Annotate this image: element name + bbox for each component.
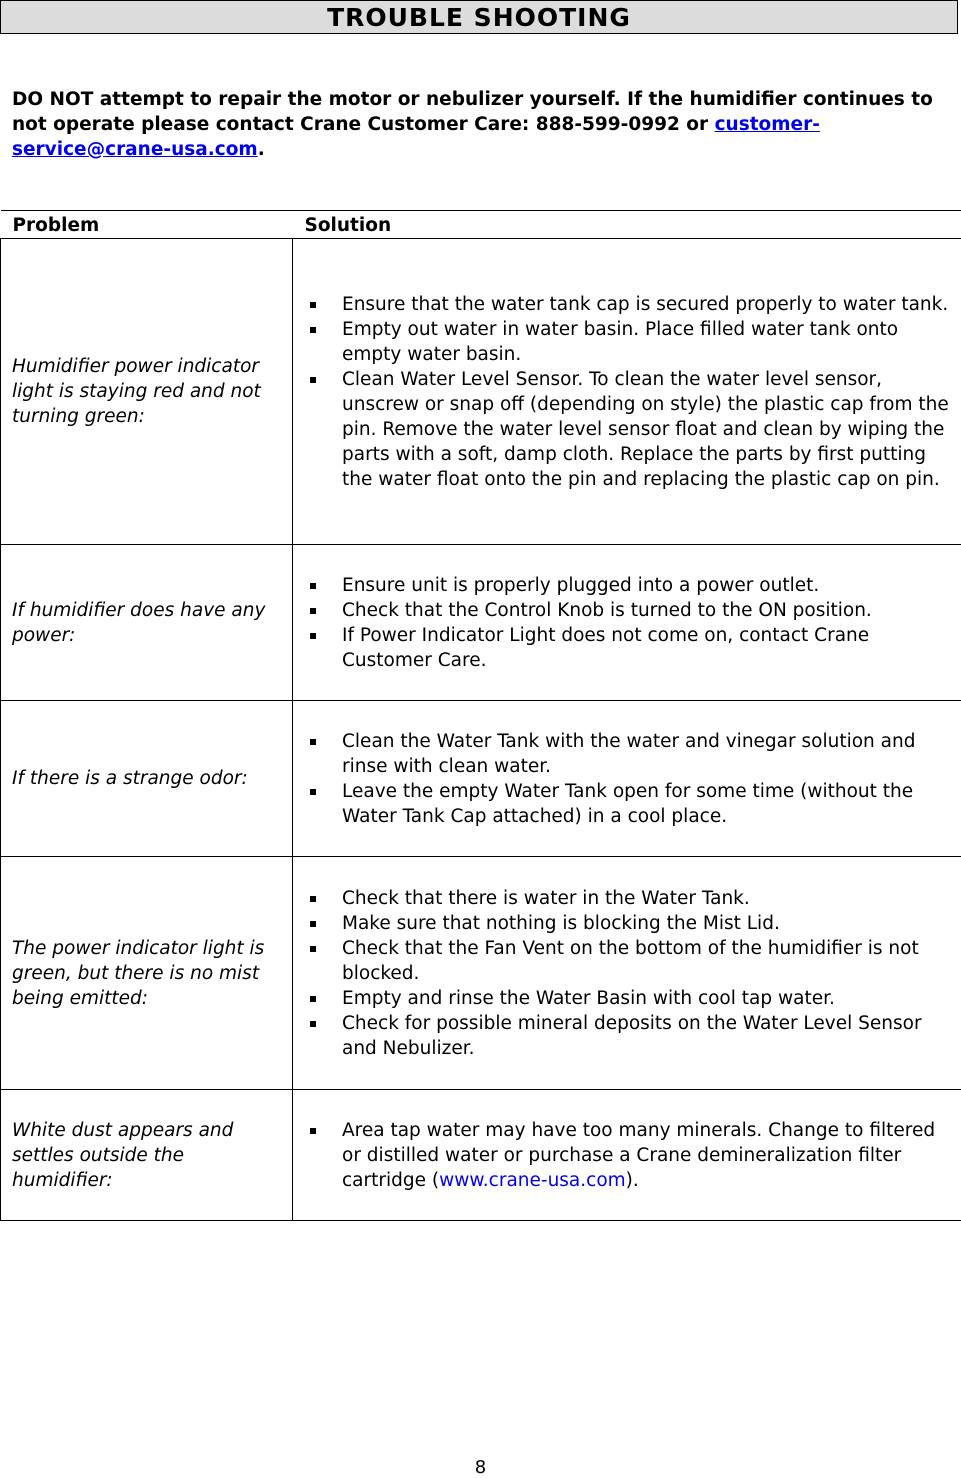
solution-cell (293, 701, 961, 857)
warning-notice (12, 87, 947, 162)
problem-cell: If humidifier does have any power: (1, 545, 293, 701)
solution-list (305, 1118, 953, 1193)
list-item: Check that there is water in the Water Tank. (305, 886, 953, 911)
list-item (305, 1118, 953, 1193)
table-header-row (1, 211, 961, 239)
problem-cell: Humidifier power indicator light is staying red and not turning green: (1, 239, 293, 545)
list-item: Check that the Fan Vent on the bottom of the humidifier is not blocked. (305, 936, 953, 986)
solution-cell (293, 1090, 961, 1221)
solution-text: Area tap water may have too many minerals. Change to filtered or distilled water or purchase a Crane demineralization filter cartridge ( (342, 1120, 935, 1191)
solution-cell (293, 239, 961, 545)
solution-cell (293, 545, 961, 701)
problem-cell: If there is a strange odor: (1, 701, 293, 857)
warning-end: . (258, 139, 265, 160)
list-item: If Power Indicator Light does not come on, contact Crane Customer Care. (305, 623, 953, 673)
page-number: 8 (0, 1458, 961, 1478)
solution-cell (293, 857, 961, 1090)
solution-list (305, 292, 953, 492)
solution-list (305, 573, 953, 673)
solution-list (305, 729, 953, 829)
problem-cell: White dust appears and settles outside the humidifier: (1, 1090, 293, 1221)
list-item: Leave the empty Water Tank open for some time (without the Water Tank Cap attached) in a cool place. (305, 779, 953, 829)
problem-cell: The power indicator light is green, but there is no mist being emitted: (1, 857, 293, 1090)
table-row (1, 857, 961, 1090)
table-row (1, 701, 961, 857)
list-item: Check for possible mineral deposits on the Water Level Sensor and Nebulizer. (305, 1011, 953, 1061)
solution-text-end: ). (626, 1170, 639, 1191)
page-title: TROUBLE SHOOTING (0, 0, 958, 34)
list-item: Clean the Water Tank with the water and vinegar solution and rinse with clean water. (305, 729, 953, 779)
list-item: Empty and rinse the Water Basin with cool tap water. (305, 986, 953, 1011)
troubleshooting-table (0, 210, 961, 1221)
solution-list (305, 886, 953, 1061)
solution-header: Solution (293, 211, 961, 239)
table-row (1, 545, 961, 701)
list-item: Ensure that the water tank cap is secured properly to water tank. (305, 292, 953, 317)
list-item: Clean Water Level Sensor. To clean the water level sensor, unscrew or snap off (depending on style) the plastic cap from the pin. Remove the water level sensor float and clean by wiping the parts with a soft, damp cloth. Replace the parts by first putting the water float onto the pin and replacing the plastic cap on pin. (305, 367, 953, 492)
list-item: Make sure that nothing is blocking the Mist Lid. (305, 911, 953, 936)
table-row (1, 239, 961, 545)
table-row (1, 1090, 961, 1221)
list-item: Ensure unit is properly plugged into a power outlet. (305, 573, 953, 598)
list-item: Check that the Control Knob is turned to the ON position. (305, 598, 953, 623)
warning-text: DO NOT attempt to repair the motor or nebulizer yourself. If the humidifier continues to not operate please contact Crane Customer Care: 888-599-0992 or (12, 89, 933, 135)
list-item: Empty out water in water basin. Place filled water tank onto empty water basin. (305, 317, 953, 367)
crane-website-link[interactable]: www.crane-usa.com (439, 1170, 626, 1191)
problem-header: Problem (1, 211, 293, 239)
customer-service-email-link[interactable]: customer-service@crane-usa.com (12, 114, 820, 160)
